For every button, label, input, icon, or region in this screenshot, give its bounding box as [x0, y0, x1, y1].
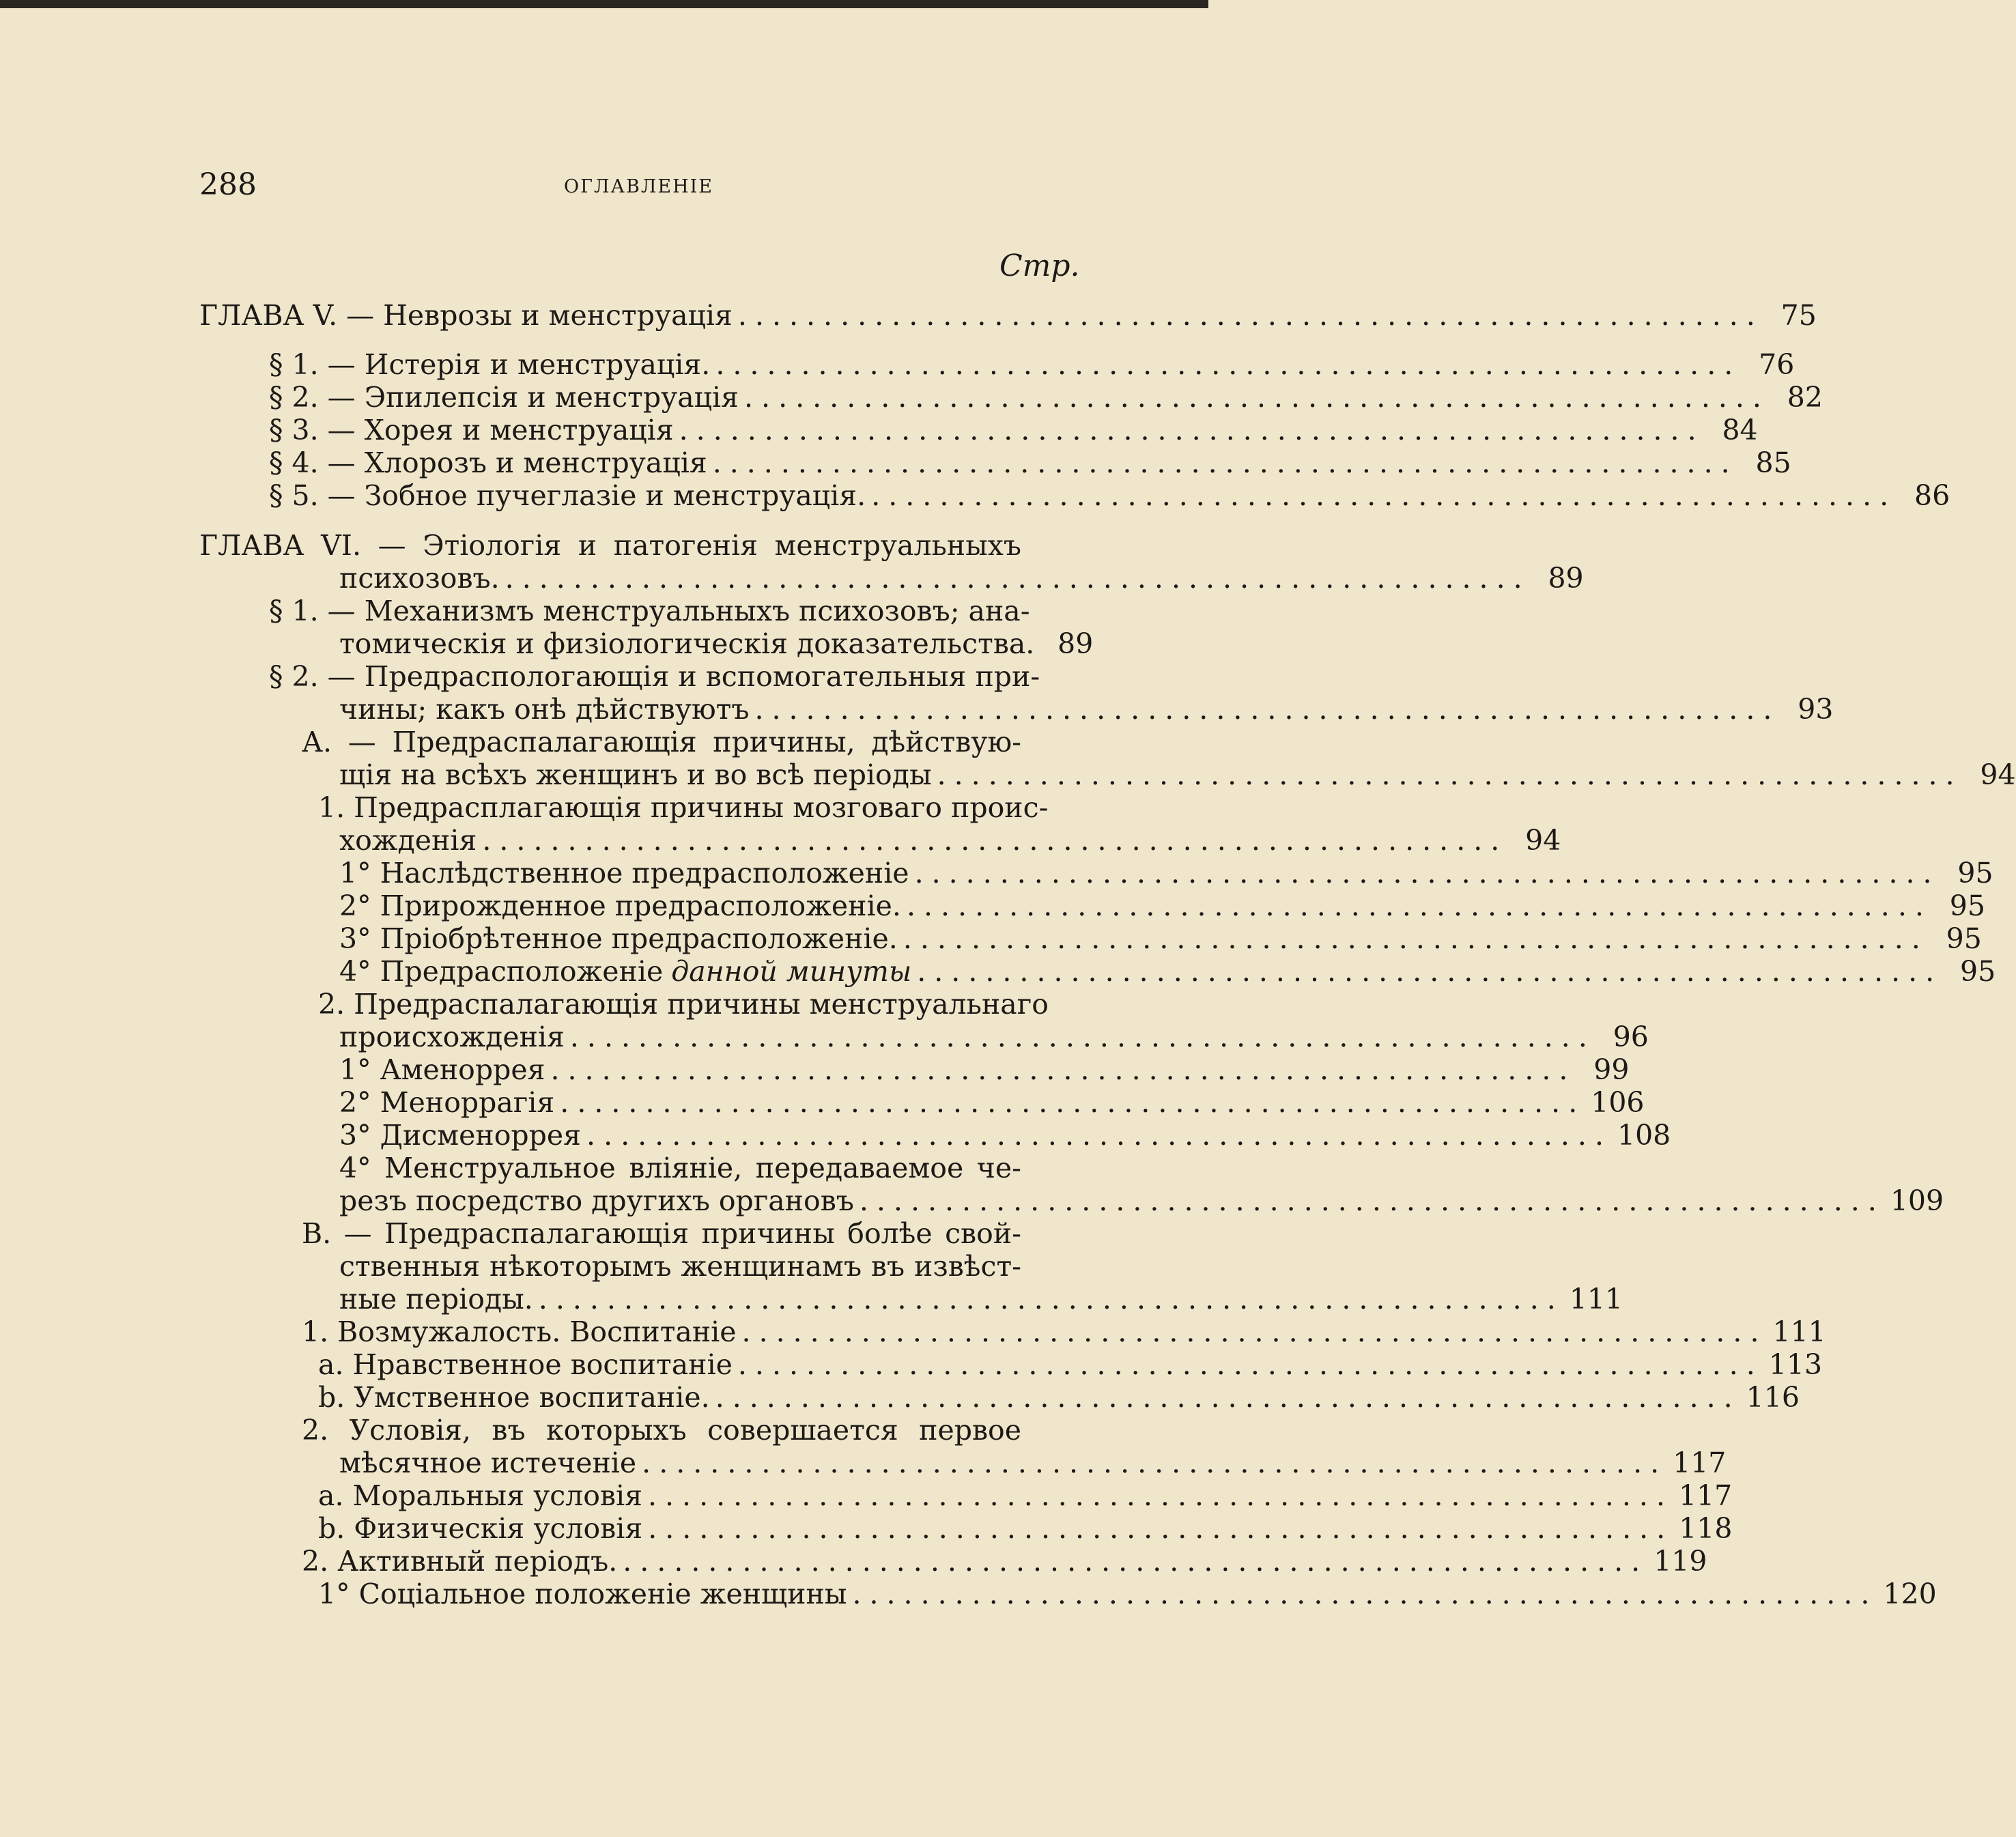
- dot-leader: ............................................................: [642, 1447, 1668, 1479]
- toc-entry-title: томическія и физіологическія доказательства.: [339, 627, 1035, 660]
- toc-entry: [318, 1512, 1733, 1545]
- dot-leader: ............................................................: [737, 1348, 1763, 1381]
- toc-entry-title: резъ посредство другихъ органовъ: [339, 1184, 854, 1217]
- toc-entry-page: 85: [1755, 446, 1791, 479]
- toc-entry-title: b. Физическія условія: [318, 1512, 643, 1545]
- toc-entry-page: 93: [1798, 693, 1834, 726]
- toc-entry-title: ственныя нѣкоторымъ женщинамъ въ извѣст-: [339, 1250, 1021, 1283]
- toc-entry-page: 119: [1653, 1545, 1707, 1578]
- toc-entry-page: 95: [1946, 922, 1982, 955]
- dot-leader: ............................................................: [648, 1512, 1674, 1545]
- toc-entry: [269, 414, 1758, 446]
- running-title: ОГЛАВЛЕНІЕ: [564, 176, 713, 197]
- toc-entry-title: психозовъ.: [339, 562, 500, 595]
- toc-entry-title: 2° Меноррагія: [339, 1086, 555, 1119]
- toc-entry: [339, 1447, 1727, 1479]
- toc-entry: [339, 758, 2016, 791]
- toc-entry-title: 2° Прирожденное предрасположеніе.: [339, 889, 901, 922]
- toc-entry: [339, 1184, 1944, 1217]
- toc-entry-page: 89: [1057, 627, 1094, 660]
- toc-entry: [339, 693, 1834, 726]
- toc-entry-title: 4° Менструальное вліяніе, передаваемое че-: [339, 1152, 1021, 1184]
- toc-entry-title: § 1. — Механизмъ менструальныхъ психозовъ; ана-: [269, 595, 1030, 627]
- toc-entry-title: 1° Аменоррея: [339, 1053, 545, 1086]
- toc-entry-page: 117: [1673, 1447, 1727, 1479]
- toc-entry: [269, 479, 1950, 512]
- toc-entry-title: щія на всѣхъ женщинъ и во всѣ періоды: [339, 758, 932, 791]
- dot-leader: ............................................................: [505, 562, 1531, 595]
- dot-leader: ............................................................: [538, 1283, 1564, 1315]
- dot-leader: ............................................................: [852, 1578, 1878, 1610]
- toc-entry: [339, 562, 1584, 595]
- toc-entry: [339, 1283, 1623, 1315]
- scan-top-edge: [0, 0, 1208, 8]
- toc-entry: [269, 660, 1069, 693]
- toc-entry-page: 82: [1787, 381, 1823, 414]
- toc-entry-title: 2. Условія, въ которыхъ совершается первое: [302, 1414, 1021, 1447]
- toc-entry: [302, 1217, 1069, 1250]
- toc-entry-page: 106: [1591, 1086, 1645, 1119]
- toc-entry-title: b. Умственное воспитаніе.: [318, 1381, 710, 1414]
- dot-leader: ............................................................: [715, 348, 1742, 381]
- toc-entry-page: 76: [1759, 348, 1795, 381]
- dot-leader: ............................................................: [906, 889, 1932, 922]
- dot-leader: ............................................................: [737, 299, 1763, 332]
- toc-entry-title: 3° Дисменоррея: [339, 1119, 582, 1152]
- toc-entry: [318, 1578, 1937, 1610]
- dot-leader: ............................................................: [744, 381, 1770, 414]
- toc-entry-title: А. — Предраспалагающія причины, дѣйствую-: [302, 726, 1021, 758]
- page-column-label: Стр.: [999, 248, 1080, 283]
- dot-leader: ............................................................: [754, 693, 1780, 726]
- toc-entry-page: 108: [1617, 1119, 1671, 1152]
- toc-entry: [339, 1021, 1649, 1053]
- toc-entry: [302, 1545, 1707, 1578]
- toc-entry: [339, 922, 1982, 955]
- dot-leader: ............................................................: [586, 1119, 1612, 1152]
- toc-entry-title: 3° Пріобрѣтенное предрасположеніе.: [339, 922, 898, 955]
- toc-entry: [339, 955, 1996, 988]
- toc-entry-title: а. Моральныя условія: [318, 1479, 642, 1512]
- dot-leader: ............................................................: [712, 446, 1738, 479]
- toc-entry: [318, 791, 1069, 824]
- toc-entry-title: ГЛАВА VI. — Этіологія и патогенія менструальныхъ: [199, 529, 1021, 562]
- toc-entry-page: 111: [1772, 1315, 1826, 1348]
- toc-entry-title: 1° Наслѣдственное предрасположеніе: [339, 857, 909, 889]
- toc-entry-title: мѣсячное истеченіе: [339, 1447, 637, 1479]
- toc-entry-title: § 4. — Хлорозъ и менструація: [269, 446, 707, 479]
- toc-entry: [318, 1348, 1823, 1381]
- toc-entry-title: 2. Предраспалагающія причины менструальнаго: [318, 988, 1049, 1021]
- toc-entry: [199, 299, 1817, 332]
- toc-entry-title: § 2. — Предраспологающія и вспомогательныя при-: [269, 660, 1040, 693]
- toc-entry: [269, 446, 1791, 479]
- toc-entry: [302, 1315, 1826, 1348]
- toc-entry-page: 86: [1914, 479, 1950, 512]
- toc-entry-page: 84: [1722, 414, 1758, 446]
- toc-entry: [339, 1119, 1671, 1152]
- toc-entry-title: а. Нравственное воспитаніе: [318, 1348, 733, 1381]
- dot-leader: ............................................................: [859, 1184, 1885, 1217]
- toc-entry: [318, 1479, 1733, 1512]
- toc-entry-title: 2. Активный періодъ.: [302, 1545, 618, 1578]
- toc-entry-page: 94: [1980, 758, 2016, 791]
- toc-entry-page: 116: [1746, 1381, 1800, 1414]
- toc-entry: [318, 1381, 1800, 1414]
- toc-entry-title: 1. Возмужалость. Воспитаніе: [302, 1315, 737, 1348]
- toc-entry-title: В. — Предраспалагающія причины болѣе свой-: [302, 1217, 1021, 1250]
- toc-entry-title: § 5. — Зобное пучеглазіе и менструація.: [269, 479, 866, 512]
- toc-entry-page: 117: [1678, 1479, 1733, 1512]
- toc-entry-page: 113: [1768, 1348, 1823, 1381]
- dot-leader: ............................................................: [914, 857, 1940, 889]
- toc-entry: [269, 348, 1795, 381]
- toc-entry-title: § 2. — Эпилепсія и менструація: [269, 381, 739, 414]
- toc-entry-page: 109: [1890, 1184, 1944, 1217]
- toc-entry: [302, 726, 1069, 758]
- toc-entry-title-italic: данной минуты: [671, 955, 912, 988]
- dot-leader: ............................................................: [871, 479, 1897, 512]
- toc-entry: [339, 1086, 1645, 1119]
- toc-entry-title: 4° Предрасположеніе: [339, 955, 664, 988]
- toc-entry: [318, 988, 1069, 1021]
- toc-entry-title: чины; какъ онѣ дѣйствуютъ: [339, 693, 750, 726]
- toc-entry: [339, 1152, 1069, 1184]
- toc-entry: [339, 824, 1561, 857]
- toc-entry: [339, 889, 1985, 922]
- toc-entry-page: 95: [1957, 857, 1993, 889]
- toc-entry: [199, 529, 1069, 562]
- toc-entry: [339, 1053, 1630, 1086]
- toc-entry-title: § 3. — Хорея и менструація: [269, 414, 674, 446]
- toc-entry-title: § 1. — Истерія и менструація.: [269, 348, 711, 381]
- toc-entry-title: ные періоды.: [339, 1283, 533, 1315]
- dot-leader: ............................................................: [741, 1315, 1767, 1348]
- toc-entry-page: 96: [1613, 1021, 1649, 1053]
- toc-entry-page: 120: [1883, 1578, 1937, 1610]
- dot-leader: ............................................................: [623, 1545, 1649, 1578]
- dot-leader: ............................................................: [647, 1479, 1673, 1512]
- toc-entry: [269, 595, 1069, 627]
- toc-entry-page: 111: [1569, 1283, 1623, 1315]
- dot-leader: ............................................................: [937, 758, 1963, 791]
- toc-entry: [339, 1250, 1069, 1283]
- dot-leader: ............................................................: [482, 824, 1508, 857]
- toc-entry-page: 94: [1525, 824, 1561, 857]
- dot-leader: ............................................................: [569, 1021, 1595, 1053]
- toc-entry-title: хожденія: [339, 824, 477, 857]
- toc-entry-title: 1. Предрасплагающія причины мозговаго проис-: [318, 791, 1049, 824]
- toc-entry-page: 95: [1949, 889, 1985, 922]
- dot-leader: ............................................................: [550, 1053, 1576, 1086]
- toc-entry: [339, 857, 1993, 889]
- dot-leader: ............................................................: [560, 1086, 1586, 1119]
- dot-leader: ............................................................: [715, 1381, 1741, 1414]
- dot-leader: ............................................................: [917, 955, 1943, 988]
- toc-entry-page: 89: [1548, 562, 1584, 595]
- toc-entry-page: 75: [1780, 299, 1817, 332]
- toc-entry-title: 1° Соціальное положеніе женщины: [318, 1578, 847, 1610]
- toc-entry: [339, 627, 1094, 660]
- toc-entry-title: ГЛАВА V. — Неврозы и менструація: [199, 299, 733, 332]
- toc-entry-page: 99: [1593, 1053, 1630, 1086]
- toc-entry-page: 95: [1960, 955, 1996, 988]
- toc-entry: [302, 1414, 1069, 1447]
- toc-entry-title: происхожденія: [339, 1021, 565, 1053]
- toc-entry: [269, 381, 1823, 414]
- page-number: 288: [199, 167, 257, 202]
- dot-leader: ............................................................: [903, 922, 1929, 955]
- dot-leader: ............................................................: [679, 414, 1705, 446]
- toc-entry-page: 118: [1679, 1512, 1733, 1545]
